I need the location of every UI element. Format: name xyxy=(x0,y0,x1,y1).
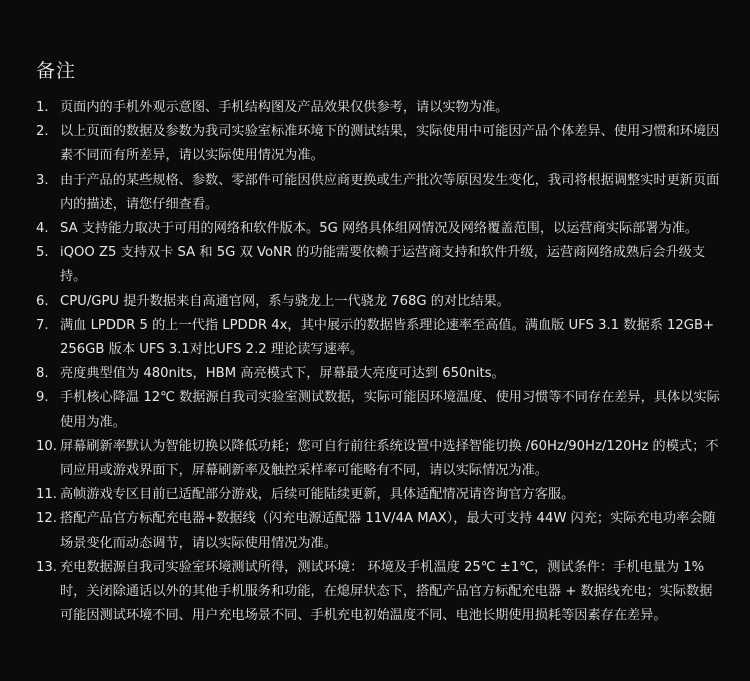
note-text: 屏幕刷新率默认为智能切换以降低功耗；您可自行前往系统设置中选择智能切换 /60Hz/90Hz/120Hz 的模式；不同应用或游戏界面下，屏幕刷新率及触控采样率可能略有不同，请以实际情况为准。 xyxy=(60,438,719,479)
note-item xyxy=(36,483,720,507)
note-number: 10. xyxy=(36,438,57,454)
note-text: 由于产品的某些规格、参数、零部件可能因供应商更换或生产批次等原因发生变化，我司将根据调整实时更新页面内的描述，请您仔细查看。 xyxy=(60,172,720,212)
note-item xyxy=(36,362,720,386)
note-number: 13. xyxy=(36,559,57,575)
note-item xyxy=(36,290,720,314)
note-number: 8. xyxy=(36,366,49,382)
note-text: SA 支持能力取决于可用的网络和软件版本。5G 网络具体组网情况及网络覆盖范围，以运营商实际部署为准。 xyxy=(60,221,699,237)
note-text: 以上页面的数据及参数为我司实验室标准环境下的测试结果，实际使用中可能因产品个体差异、使用习惯和环境因素不同而有所差异，请以实际使用情况为准。 xyxy=(60,124,720,164)
note-number: 12. xyxy=(36,511,57,527)
note-text: 手机核心降温 12℃ 数据源自我司实验室测试数据，实际可能因环境温度、使用习惯等不同存在差异，具体以实际使用为准。 xyxy=(60,390,720,430)
note-text: 满血 LPDDR 5 的上一代指 LPDDR 4x，其中展示的数据皆系理论速率至高值。满血版 UFS 3.1 数据系 12GB+256GB 版本 UFS 3.1对比UFS 2.2 理论读写速率。 xyxy=(60,317,715,358)
note-text: 页面内的手机外观示意图、手机结构图及产品效果仅供参考，请以实物为准。 xyxy=(60,100,509,115)
note-text: 充电数据源自我司实验室环境测试所得，测试环境： 环境及手机温度 25℃ ±1℃，测试条件：手机电量为 1% 时，关闭除通话以外的其他手机服务和功能，在熄屏状态下，搭配产品官方标配充电器 + 数据线充电；实际数据可能因测试环境不同、用户充电场景不同、手机充电初始温度不同、电池长期使用损耗等因素存在差异。 xyxy=(60,559,713,624)
note-text: 亮度典型值为 480nits，HBM 高亮模式下，屏幕最大亮度可达到 650nits。 xyxy=(60,366,505,382)
note-text: 高帧游戏专区目前已适配部分游戏，后续可能陆续更新，具体适配情况请咨询官方客服。 xyxy=(60,487,575,503)
note-number: 11. xyxy=(36,487,57,503)
note-number: 5. xyxy=(36,245,49,261)
note-number: 2. xyxy=(36,124,49,140)
note-number: 7. xyxy=(36,317,49,333)
note-number: 1. xyxy=(36,100,49,115)
note-text: CPU/GPU 提升数据来自高通官网，系与骁龙上一代骁龙 768G 的对比结果。 xyxy=(60,293,510,309)
note-item xyxy=(36,435,720,483)
note-text: 搭配产品官方标配充电器+数据线（闪充电源适配器 11V/4A MAX），最大可支持 44W 闪充；实际充电功率会随场景变化而动态调节，请以实际使用情况为准。 xyxy=(60,511,716,551)
note-item xyxy=(36,96,720,120)
note-number: 9. xyxy=(36,390,49,406)
note-number: 4. xyxy=(36,221,49,237)
note-text: iQOO Z5 支持双卡 SA 和 5G 双 VoNR 的功能需要依赖于运营商支持和软件升级，运营商网络成熟后会升级支持。 xyxy=(60,245,706,285)
note-item xyxy=(36,241,720,289)
note-item xyxy=(36,169,720,217)
note-item xyxy=(36,120,720,168)
note-item xyxy=(36,386,720,434)
note-number: 3. xyxy=(36,172,49,188)
notes-list xyxy=(36,96,720,628)
note-item xyxy=(36,217,720,241)
note-item xyxy=(36,556,720,629)
note-number: 6. xyxy=(36,293,49,309)
note-item xyxy=(36,314,720,362)
page-title: 备注 xyxy=(36,60,77,82)
note-item xyxy=(36,507,720,555)
